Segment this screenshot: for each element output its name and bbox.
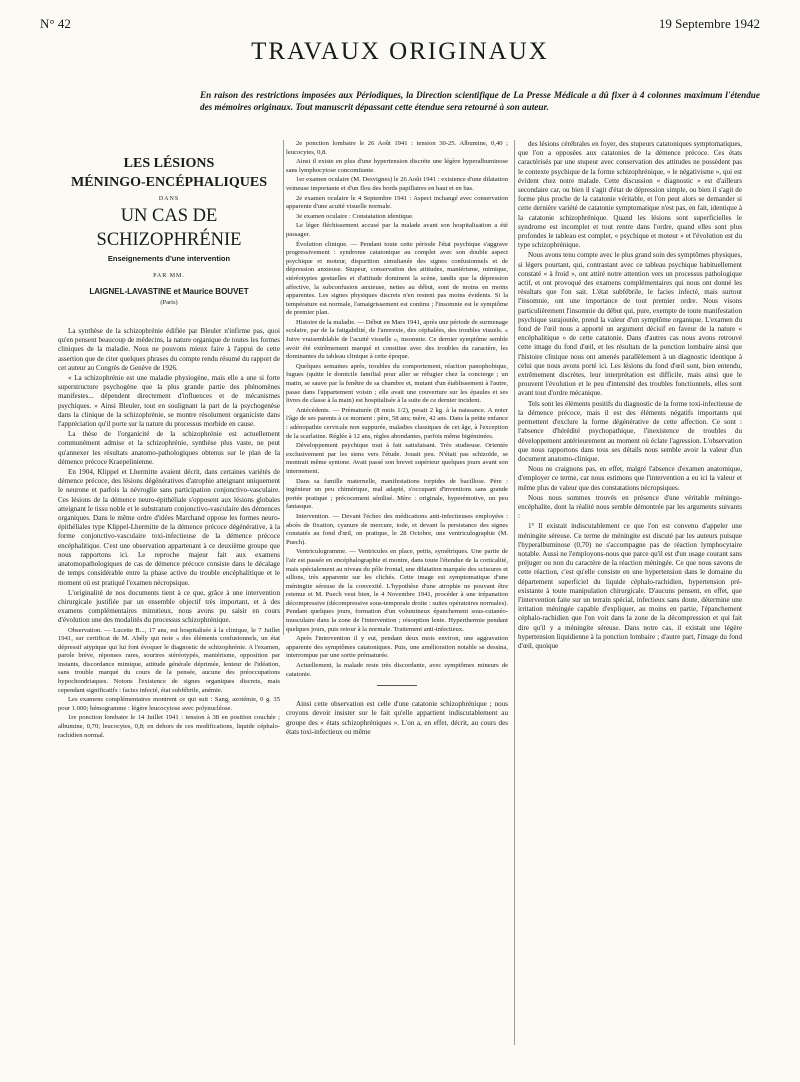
paragraph: Quelques semaines après, troubles du comportement, réaction panophobique, fugues (quitte le domicile familial pour aller se réfugier chez la concierge ; un matin, se sauve par la fenêtre de sa chambre et, mutant d'un établissement à l'autre, passe dans l'appartement voisin ; elle avait une couverture sur les épaules et ses livres de classe à la main) est hospitalisée à la suite de ce dernier incident. bbox=[286, 362, 508, 405]
column-3 bbox=[518, 140, 742, 955]
paragraph: Antécédents. — Prématurée (8 mois 1/2), pesait 2 kg. à la naissance. A noter l'âge de ses parents à ce moment : père, 58 ans; mère, 42 ans. Dans la petite enfance : adénopathie cervicale non suppurée, maladies classiques de cet âge, à l'exception de la scarlatine. Réglée à 12 ans, règles abondantes, parfois même bigéminées. bbox=[286, 406, 508, 440]
paragraph: Les examens complémentaires montrent ce qui suit : Sang, azotémie, 0 g. 35 pour 1.000; hémogramme : légère leucocytose avec polynucléose. bbox=[58, 696, 280, 712]
paragraph: Ainsi il existe en plus d'une hypertension discrète une légère hyperalbuminose sans lymphocytose concomitante. bbox=[286, 158, 508, 174]
article-title-line-3: UN CAS DE SCHIZOPHRÉNIE bbox=[96, 206, 242, 251]
paragraph: 1re ponction lombaire le 14 Juillet 1941 : tension à 38 en position couchée ; albumine, 0,70; leucocytes, 0,8; en dehors de ces modifications, liquide céphalo-rachidien normal. bbox=[58, 714, 280, 739]
paragraph: des lésions cérébrales en foyer, des stupeurs catatoniques symptomatiques, que l'on a opposées aux catatonies de la démence précoce. Ces états caractérisés par une stupeur avec conservation des attitudes ne possèdent pas le contexte psychique de la forme schizophrénique, « le négativisme », qui est évident chez notre malade. Cette discussion « diagnostic » est d'ailleurs secondaire car, ou bien il s'agit d'état de dépression simple, ou bien il s'agit de forme plus proche de la catatonie véritable, et l'on peut alors se demander si cette dernière variété de catatonie symptomatique n'est pas, en fait, identique à la catatonie schizophrénique. Quand les lésions sont superficielles le syndrome est incomplet et tout rentre dans l'ordre, quand elles sont plus profondes le tableau est complet, « psychique et moteur » et l'évolution est du type schizophrénique. bbox=[518, 140, 742, 250]
column-3-body bbox=[518, 140, 742, 651]
editorial-notice: En raison des restrictions imposées aux Périodiques, la Direction scientifique de La Presse Médicale a dû fixer à 4 colonnes maximum l'étendue des mémoires originaux. Tout manuscrit dépassant cette étendue sera retourné à son auteur. bbox=[200, 90, 760, 112]
article-subtitle: Enseignements d'une intervention bbox=[107, 254, 231, 264]
column-2-body bbox=[286, 140, 508, 679]
paragraph: Histoire de la maladie. — Début en Mars 1941, après une période de surmenage scolaire, par de la fatigabilité, de l'anorexie, des céphalées, des troubles visuels. « Juive vraisemblable de l'acuité visuelle », insomnie. Ce dernier symptôme semble avoir été extrêmement marqué et constitue avec des troubles du caractère, les dominantes du tableau clinique à cette époque. bbox=[286, 318, 508, 361]
paragraph: Ainsi cette observation est celle d'une catatonie schizophrénique ; nous croyons devoir insister sur le fait qu'elle appartient indiscutablement au groupe des « états schizophréniques ». L'on a, en effet, décrit, au cours des états toxi-infectieux ou même bbox=[286, 700, 508, 736]
paragraph: Intervention. — Devant l'échec des médications anti-infectieuses employées : abcès de fixation, cyanure de mercure, iode, et devant la persistance des signes constatés au fond d'œil, on pratique, le 28 Octobre, une ventriculographie (M. Puech). bbox=[286, 512, 508, 546]
paragraph: L'originalité de nos documents tient à ce que, grâce à une intervention chirurgicale justifiée par un ensemble objectif très important, et à des examens complémentaires minutieux, nous avons pu saisir en cours d'évolution une des modalités du processus schizophrénique. bbox=[58, 588, 280, 625]
issue-date: 19 Septembre 1942 bbox=[658, 16, 760, 31]
paragraph: Dans sa famille maternelle, manifestations torpides de bacillose. Père : ingénieur un peu chimérique, mal adapté, s'occupant d'inventions sans grande portée pratique ; précocement sénilisé. Mère : originale, hyperémotive, un peu fantasque. bbox=[286, 477, 508, 511]
page-header bbox=[40, 16, 760, 36]
paragraph: Tels sont les éléments positifs du diagnostic de la forme toxi-infectieuse de la démence précoce, mais il est des éléments négatifs importants qui permettent d'exclure la forme dégénérative de cette affection. Ce sont : l'absence d'hérédité psychopathique, l'inexistence de troubles du développement antérieurement au moment où éclate l'agression. L'observation que nous rapportons dans tous ses détails nous semble avoir la valeur d'un document anatomo-clinique. bbox=[518, 399, 742, 463]
section-title: TRAVAUX ORIGINAUX bbox=[251, 38, 549, 65]
paragraph: La synthèse de la schizophrénie édifiée par Bleuler n'infirme pas, quoi qu'en pensent beaucoup de médecins, la nature organique de toutes les formes cliniques de la maladie. Nous ne pouvons mieux faire à l'appui de cette assertion que de citer quelques phrases du compte rendu résumé du rapport de cet auteur au Congrès de Genève de 1926. bbox=[58, 327, 280, 372]
article-title-line-1: LES LÉSIONS bbox=[123, 156, 215, 171]
paragraph: « La schizophrénie est une maladie physiogène, mais elle a une si forte superstructure psychogène que la plus grande partie des phénomènes manifestes... dépendent directement d'influences et de mécanismes psychiques. » Ainsi Bleuler, tout en soulignant la part de la psychogenèse dans la clinique de la schizophrénie, se montre résolument organiciste dans l'appréciation qu'il porte sur la nature du processus morbide en cause. bbox=[58, 374, 280, 429]
paragraph: Le léger fléchissement accusé par la malade avant son hospitalisation a été passager. bbox=[286, 222, 508, 238]
observation-text bbox=[58, 627, 280, 741]
article-city: (Paris) bbox=[160, 298, 178, 306]
column-rule-2 bbox=[514, 140, 515, 1045]
column-1-body bbox=[58, 327, 280, 626]
paragraph: 1° Il existait indiscutablement ce que l'on est convenu d'appeler une méningite séreuse. Ce terme de méningite est discuté par les auteurs puisque l'hyperalbuminose (0,70) ne s'accompagne pas de réaction lymphocytaire notable. Aussi ne l'employons-nous que parce qu'il est d'un usage courant sans préjuger ou non du caractère de la réaction méningée. Ce que nous savons de cette réaction, c'est qu'elle consiste en une hypertension dans le domaine du département superficiel du liquide céphalo-rachidien, hypertension pré-existante à toute manipulation chirurgicale. D'aucuns pensent, en effet, que l'intervention faite sur un terrain spécial, infectieux sans doute, détermine une irritation méningée capable d'expliquer, au moins en partie, l'épanchement céphalo-rachidien que l'on voit dans la zone de la décompression et qui fait dire qu'il y a méningite séreuse. Dans notre cas, il existait une légère hypertension liquidienne à la ponction lombaire ; d'autre part, l'image du fond d'œil, quoique bbox=[518, 522, 742, 650]
article-by: PAR MM. bbox=[153, 273, 185, 280]
paragraph: Nous avons tenu compte avec le plus grand soin des symptômes physiques, si légers pourtant, qui, contrastant avec ce tableau psychique habituellement constaté « à froid », ont attiré notre attention vers un processus pathologique actif, et ont provoqué des examens complémentaires qui nous ont donné les résultats que l'on sait. L'état subfébrile, le facies infecté, mais surtout l'insomnie, ont une importance de tout premier ordre. Nous visons particulièrement l'insomnie du début qui, pure, exempte de toute manifestation psychique surajoutée, prend la valeur d'un symptôme organique. L'examen du fond de l'œil nous a apporté un argument décisif en faveur de la nature « encéphalitique » de cette catatonie. Dans d'autres cas nous avons retrouvé cette image du fond d'œil, et les résultats de la ponction lombaire ainsi que l'histoire clinique nous ont amenés parallèlement à un diagnostic identique à celui que nous avons porté ici. Les lésions du fond d'œil sont, bien entendu, extrêmement discrètes, leur interprétation est difficile, mais ainsi que le prouvent l'évolution et le peu d'intensité des troubles fonctionnels, elles sont avant tout d'ordre mécanique. bbox=[518, 251, 742, 398]
paragraph: Observation. — Lucette B..., 17 ans, est hospitalisée à la clinique, le 7 Juillet 1941, sur certificat de M. Abély qui note « des éléments confusionnels, un état dépressif atypique qui lui font évoquer le diagnostic de schizophrénie. A l'examen, parole brève, réponses rares, sourires stéréotypés, maniérisme, opposition par instants, discordance mimique, attitude générale déprimée, lenteur de l'idéation, sans trouble marqué du cours de la pensée, aucune des préoccupations hypochondriaques. Notons l'existence de signes organiques discrets, mais cependant significatifs : facies infecté, état subfébrile, anémie. bbox=[58, 626, 280, 694]
article-title-connector: DANS bbox=[158, 196, 180, 202]
paragraph: Évolution clinique. — Pendant toute cette période l'état psychique s'aggrave progressivement : syndrome catatonique au complet avec son double aspect psychique et moteur, disparition simultanée des signes confusionnels et de dépression anxieuse. Stupeur, conservation des attitudes, maniérisme, mimique, stéréotypies gestuelles et d'attitude dominent la scène, tandis que la dépression affective, la subconfusion anxieuse, nettes au début, sont de moins en moins apparentes. Les signes physiques discrets n'en restent pas moins évidents. Si la température est normale, l'amaigrissement est continu ; l'insomnie est le symptôme de premier plan. bbox=[286, 240, 508, 317]
paragraph: La thèse de l'organicité de la schizophrénie est actuellement communément admise et la schizophrénie, synthèse plus vaste, ne peut qu'annexer les résultats anatomo-pathologiques obtenus sur le plan de la démence précoce Kraepelinienne. bbox=[58, 430, 280, 466]
paragraph: Nous ne craignons pas, en effet, malgré l'absence d'examen anatomique, d'employer ce terme, car nous estimons que l'intervention a eu ici la valeur et même plus de valeur que des constatations nécropsiques. bbox=[518, 465, 742, 492]
paragraph: En 1904, Klippel et Lhermitte avaient décrit, dans certaines variétés de démence précoce, des lésions dégénératives d'atrophie atteignant uniquement le neurone et parfois la névroglie sans participation conjonctivo-vasculaire. Ces lésions de la démence neuro-épithéliale s'opposent aux lésions globales atteignant le tissu noble et le substratum conjonctivo-vasculaire des démences organiques. Dans le même ordre d'idées Marchand oppose les formes neuro-épithéliales type Klippel-Lhermitte de la démence précoce dégénérative, à la forme conjonctivo-vasculaire toxi-infectieuse de la démence précoce encéphalitique. C'est une observation appartenant à ce deuxième groupe que nous rapportons ici. Le reproche majeur fait aux examens anatomopathologiques de cas de démence précoce consiste dans le décalage de temps considérable entre la phase active du trouble encéphalitique et le moment où est pratiqué l'examen nécropsique. bbox=[58, 468, 280, 587]
paragraph: 3e examen oculaire : Constatation identique. bbox=[296, 212, 414, 220]
column-2 bbox=[286, 140, 508, 955]
paragraph: Après l'intervention il y eut, pendant deux mois environ, une aggravation apparente des symptômes catatoniques. Puis, une amélioration notable se dessina, interrompue par une sortie prématurée. bbox=[286, 635, 508, 660]
issue-number: N° 42 bbox=[40, 16, 71, 31]
paragraph: 1er examen oculaire (M. Desvignes) le 26 Août 1941 : existence d'une dilatation veineuse importante et d'un flou des bords papillaires en haut et en bas. bbox=[286, 176, 508, 192]
column-1 bbox=[58, 140, 280, 940]
article-authors: LAIGNEL-LAVASTINE et Maurice BOUVET bbox=[89, 286, 249, 296]
article-heading bbox=[58, 154, 280, 307]
article-title-line-2: MÉNINGO-ENCÉPHALIQUES bbox=[70, 175, 268, 190]
paragraph: 2e ponction lombaire le 26 Août 1941 : tension 30-25. Albumine, 0,40 ; leucocytes, 0,8. bbox=[286, 140, 508, 156]
paragraph: 2e examen oculaire le 4 Septembre 1941 : Aspect inchangé avec conservation apparente d'une acuité visuelle normale. bbox=[286, 194, 508, 211]
section-divider bbox=[377, 685, 417, 686]
paragraph: Ventriculogramme. — Ventricules en place, petits, symétriques. Une partie de l'air est passée en encéphalographie et montre, dans toute l'étendue de la corticalité, mais spécialement au niveau du pôle frontal, une dilatation marquée des scissures et sillons, très apparente sur les clichés. Cette image est symptomatique d'une méningite séreuse de la convexité. L'hypothèse d'une atrophie ne pouvant être retenue et M. Puech veut bien, le 4 Novembre 1941, procéder à une trépanation décompressive (décompressive sous-temporale droite : suites opératoires normales). Pendant quelques jours, formation d'un volumineux épanchement sous-cutanéo-musculaire dans la zone de l'intervention ; résorption lente. Hyperthermie pendant quelques jours, puis retour à la normale. Traitement anti-infectieux. bbox=[286, 548, 508, 633]
paragraph: Nous nous sommes trouvés en présence d'une véritable méningo-encéphalite, dont la réalité nous semble démontrée par les arguments suivants : bbox=[518, 493, 742, 521]
column-2-conclusion bbox=[286, 700, 508, 737]
paragraph: Développement psychique tout à fait satisfaisant. Très studieuse. Orientée exclusivement par les siens vers l'étude. Jouait peu. N'était pas schizoïde, se montrait même syntone. Avait passé son brevet supérieur quelques jours avant son internement. bbox=[286, 442, 508, 475]
paragraph: Actuellement, la malade reste très discordante, avec symptômes mineurs de catatonie. bbox=[286, 662, 508, 678]
column-rule-1 bbox=[283, 140, 284, 635]
